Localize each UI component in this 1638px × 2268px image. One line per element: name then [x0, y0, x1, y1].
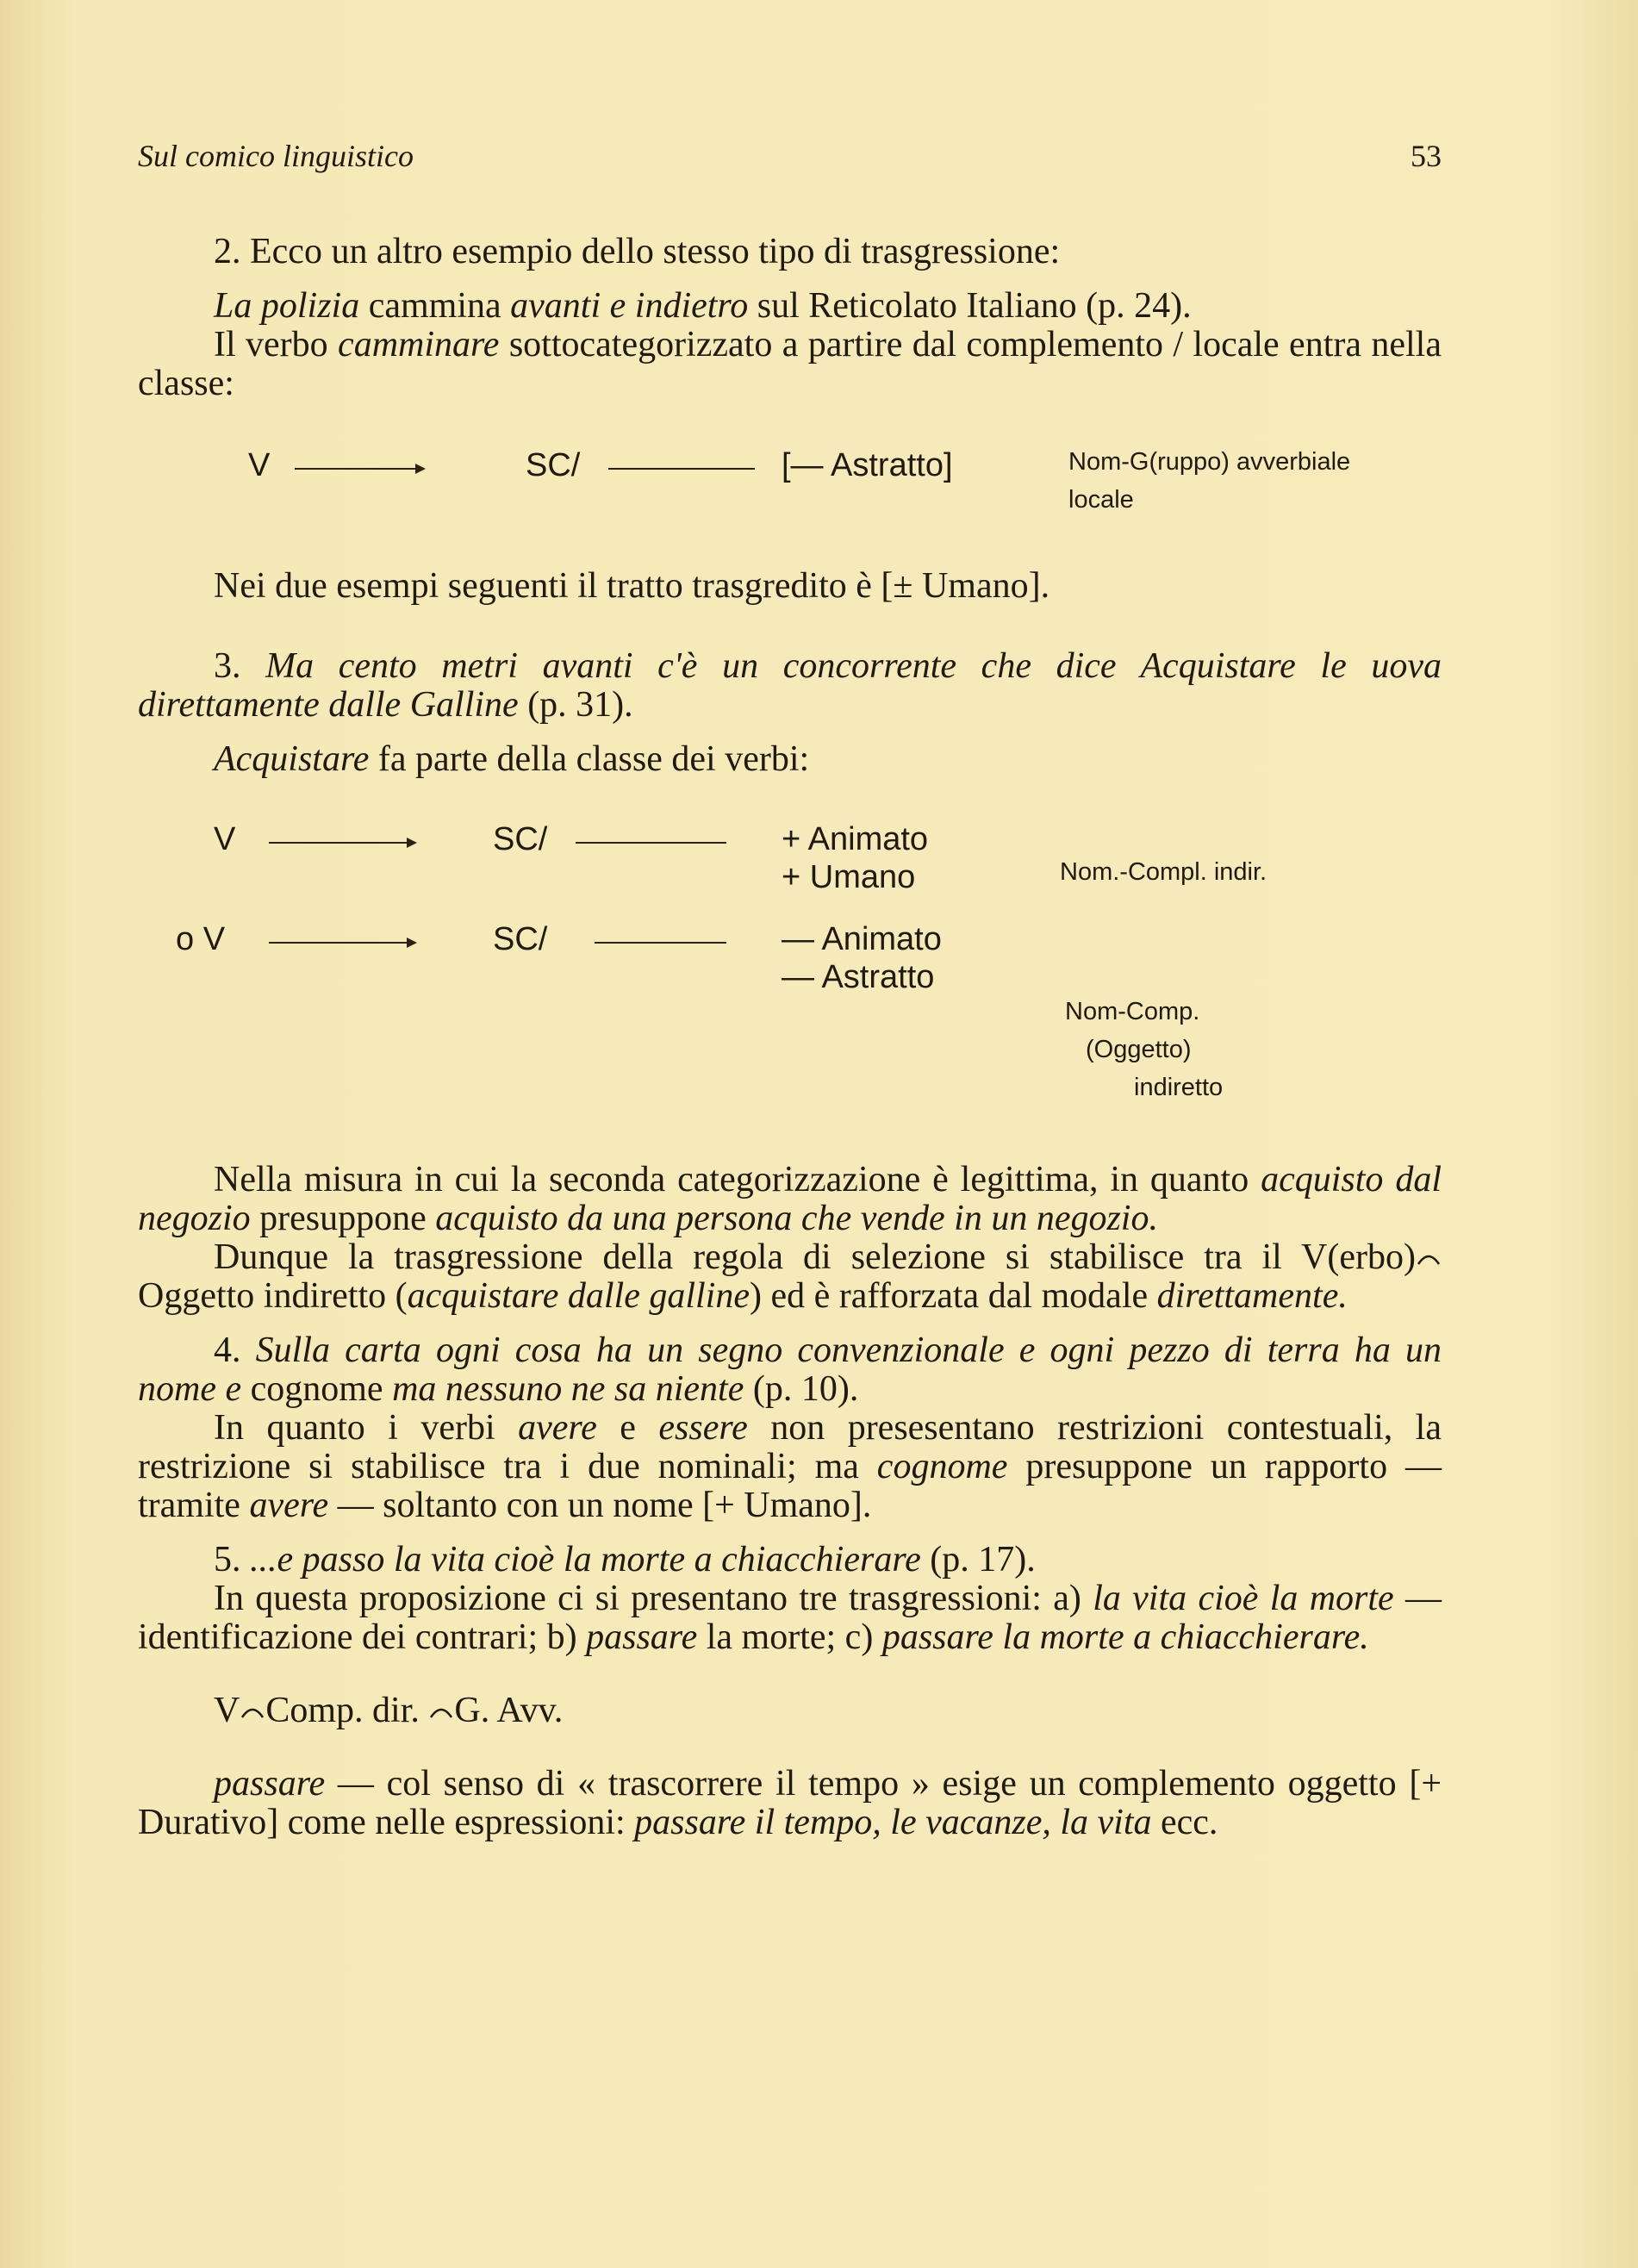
formula-1-line [608, 468, 755, 470]
formula-2-row2-feature2: — Astratto [782, 959, 935, 995]
misura-italic-b: acquisto dal negozio [138, 1160, 1442, 1238]
example-5-italic: ...e passo la vita cioè la morte a chiacchierare [250, 1540, 921, 1580]
passare-italic-c: passare il tempo, le vacanze, la vita [634, 1803, 1152, 1842]
class-sentence-text: fa parte della classe dei verbi: [369, 739, 810, 779]
formula-2-row2-line [595, 942, 726, 944]
quanto-text-g: presuppone un rapporto — tramite [138, 1447, 1442, 1525]
formula-3-comp-dir: Comp. dir. [265, 1691, 420, 1730]
formula-1-arrow [295, 468, 424, 470]
dunque-italic-c: acquistare dalle galline [407, 1276, 750, 1316]
page-number: 53 [1411, 139, 1442, 173]
passare-text-d: ecc. [1151, 1803, 1218, 1842]
passare-italic-a: passare [214, 1764, 326, 1804]
section-2-intro: 2. Ecco un altro esempio dello stesso tipo di trasgressione: [214, 232, 1061, 271]
class-sentence-italic: Acquistare [214, 739, 370, 779]
formula-3-verb: V [214, 1691, 240, 1730]
example-4-page-ref: (p. 10). [744, 1369, 859, 1409]
formula-2-row2-note3: indiretto [1134, 1074, 1224, 1101]
class-sentence [138, 740, 1442, 779]
paragraph-proposizione [138, 1580, 1442, 1657]
example-2-text-b: cammina [359, 286, 511, 326]
quanto-text-c: e [596, 1408, 659, 1448]
explanation-2-text-a: Il verbo [214, 325, 339, 364]
example-5-page-ref: (p. 17). [920, 1540, 1036, 1580]
dunque-text-a: Dunque la trasgressione della regola di selezione si stabilisce tra il V(erbo) [214, 1237, 1416, 1277]
passare-text-b: — col senso di « trascorrere il tempo » esige un complemento oggetto [+ Durativo] come nelle espressioni: [138, 1764, 1442, 1842]
formula-2-row2-arrow [269, 942, 415, 944]
formula-acquistare [138, 813, 1442, 1119]
example-2-italic-a: La polizia [214, 286, 360, 326]
quanto-text-i: — soltanto con un nome [+ Umano]. [328, 1486, 872, 1525]
misura-text-c: presuppone [250, 1199, 436, 1238]
example-2-text-d: sul Reticolato Italiano (p. 24). [748, 286, 1192, 326]
example-4 [138, 1331, 1442, 1409]
formula-2-row1-arrow [269, 842, 415, 844]
concatenation-arc-icon [1416, 1249, 1442, 1267]
formula-1-verb: V [248, 447, 271, 483]
formula-2-row2-sc: SC/ [493, 921, 548, 957]
prop-italic-d: passare [586, 1617, 698, 1657]
concatenation-arc-icon [240, 1703, 265, 1720]
formula-1-feature: [— Astratto] [782, 447, 953, 483]
explanation-2-italic-b: camminare [338, 325, 500, 364]
prop-text-c: — identificazione dei contrari; b) [138, 1579, 1442, 1657]
formula-camminare [138, 429, 1442, 533]
formula-2-row1-note: Nom.-Compl. indir. [1060, 858, 1267, 886]
formula-1-note-line1: Nom-G(ruppo) avverbiale [1068, 448, 1351, 476]
formula-2-row2-verb: o V [176, 921, 226, 957]
quanto-italic-h: avere [249, 1486, 329, 1525]
formula-2-row1-feature1: + Animato [782, 821, 929, 857]
quanto-italic-d: essere [658, 1408, 748, 1448]
dunque-italic-e: direttamente. [1156, 1276, 1348, 1316]
formula-3-g-avv: G. Avv. [454, 1691, 564, 1730]
example-4-italic-c: ma nessuno ne sa niente [392, 1369, 744, 1409]
formula-1-note-line2: locale [1068, 486, 1134, 514]
example-3 [138, 647, 1442, 725]
example-4-text-b: cognome [241, 1369, 393, 1409]
formula-2-row1-line [576, 842, 726, 844]
quanto-text-e: non presesentano restrizioni contestuali, la restrizione si stabilisce tra i due nominali; ma [138, 1408, 1442, 1486]
example-2 [138, 287, 1442, 326]
formula-2-row2-note2: (Oggetto) [1086, 1036, 1192, 1063]
explanation-2-text-c: sottocategorizzato a partire dal complemento / locale entra nella classe: [138, 325, 1442, 403]
paragraph-dunque [138, 1238, 1442, 1316]
formula-concatenation [138, 1692, 1442, 1730]
quanto-italic-b: avere [518, 1408, 597, 1448]
running-title: Sul comico linguistico [138, 139, 414, 173]
paragraph-passare [138, 1765, 1442, 1842]
explanation-2 [138, 326, 1442, 403]
formula-2-row2-note1: Nom-Comp. [1065, 998, 1200, 1025]
prop-text-e: la morte; c) [697, 1617, 882, 1657]
running-header [138, 138, 1442, 174]
dunque-text-b: Oggetto indiretto ( [138, 1276, 408, 1316]
example-3-italic: Ma cento metri avanti c'è un concorrente che dice Acquistare le uova direttamente dalle Galline [138, 646, 1442, 725]
formula-2-row2-feature1: — Animato [782, 921, 942, 957]
example-5 [138, 1541, 1442, 1580]
page-body [138, 233, 1442, 1842]
example-5-number: 5. [214, 1540, 250, 1580]
formula-2-row1-sc: SC/ [493, 821, 548, 857]
example-4-number: 4. [214, 1330, 256, 1370]
quanto-text-a: In quanto i verbi [214, 1408, 519, 1448]
example-3-page-ref: (p. 31). [518, 685, 633, 725]
dunque-text-d: ) ed è rafforzata dal modale [750, 1276, 1157, 1316]
formula-2-row1-feature2: + Umano [782, 859, 916, 895]
prop-italic-b: la vita cioè la morte [1093, 1579, 1394, 1618]
concatenation-arc-icon [428, 1703, 454, 1720]
prop-italic-f: passare la morte a chiacchierare. [881, 1617, 1369, 1657]
paragraph-in-quanto [138, 1409, 1442, 1525]
prop-text-a: In questa proposizione ci si presentano tre trasgressioni: a) [214, 1579, 1093, 1618]
formula-2-row1-verb: V [214, 821, 236, 857]
misura-italic-d: acquisto da una persona che vende in un negozio. [435, 1199, 1158, 1238]
example-4-italic-a: Sulla carta ogni cosa ha un segno convenzionale e ogni pezzo di terra ha un nome e [138, 1330, 1442, 1409]
quanto-italic-f: cognome [876, 1447, 1008, 1486]
formula-1-sc: SC/ [526, 447, 581, 483]
umano-sentence: Nei due esempi seguenti il tratto trasgredito è [± Umano]. [214, 566, 1050, 606]
paragraph-misura [138, 1161, 1442, 1238]
example-3-number: 3. [214, 646, 266, 686]
misura-text-a: Nella misura in cui la seconda categorizzazione è legittima, in quanto [214, 1160, 1261, 1199]
example-2-italic-c: avanti e indietro [510, 286, 749, 326]
